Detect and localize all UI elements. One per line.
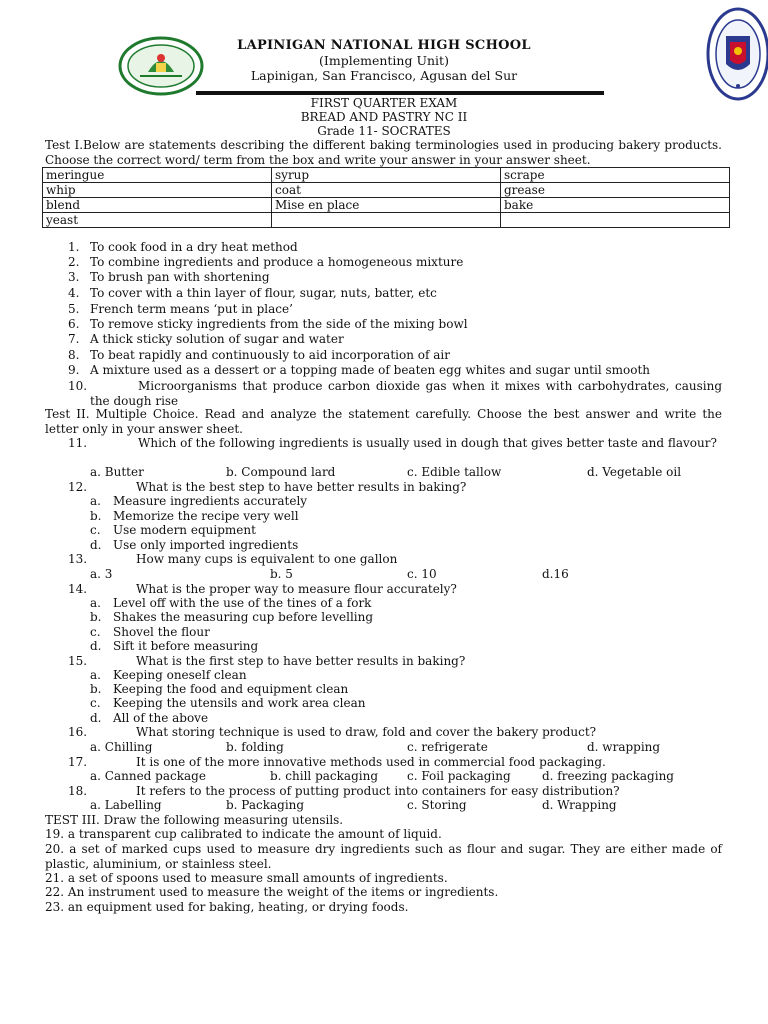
option-letter: a.: [90, 494, 101, 508]
item-text: Microorganisms that produce carbon dioxide gas when it mixes with carbohydrates, causing the dough rise: [90, 379, 722, 408]
test3-item: 23. an equipment used for baking, heating, or drying foods.: [45, 900, 409, 914]
option: a. Labelling: [90, 798, 162, 812]
item-number: 1.: [68, 240, 80, 254]
question-number: 13.: [68, 552, 88, 566]
option-text: All of the above: [113, 711, 209, 725]
item-text: French term means ‘put in place’: [90, 302, 293, 316]
question-text: Which of the following ingredients is usually used in dough that gives better taste and flavour?: [138, 436, 717, 450]
option-letter: d.: [90, 711, 102, 725]
option: d. freezing packaging: [542, 769, 674, 783]
option: b. Compound lard: [226, 465, 336, 479]
term-cell: blend: [43, 198, 272, 213]
option-letter: c.: [90, 696, 101, 710]
implementing-unit: (Implementing Unit): [319, 53, 449, 68]
term-cell: [272, 213, 501, 228]
item-text: To beat rapidly and continuously to aid incorporation of air: [90, 348, 450, 362]
question-number: 16.: [68, 725, 88, 739]
option-letter: b.: [90, 509, 102, 523]
test3-item: 21. a set of spoons used to measure small amounts of ingredients.: [45, 871, 448, 885]
item-number: 3.: [68, 270, 80, 284]
option: a. Butter: [90, 465, 144, 479]
terms-row: [43, 213, 730, 228]
question-number: 14.: [68, 582, 88, 596]
question-number: 11.: [68, 436, 88, 450]
question-text: What is the proper way to measure flour accurately?: [136, 582, 457, 596]
test3-item: 22. An instrument used to measure the weight of the items or ingredients.: [45, 885, 499, 899]
option-text: Use only imported ingredients: [113, 538, 299, 552]
question-number: 17.: [68, 755, 88, 769]
option-text: Memorize the recipe very well: [113, 509, 299, 523]
option: b. 5: [270, 567, 293, 581]
option-text: Keeping oneself clean: [113, 668, 247, 682]
question-text: How many cups is equivalent to one gallon: [136, 552, 398, 566]
exam-subject: BREAD AND PASTRY NC II: [300, 110, 468, 124]
term-cell: whip: [43, 183, 272, 198]
term-cell: coat: [272, 183, 501, 198]
item-number: 7.: [68, 332, 80, 346]
option-letter: a.: [90, 668, 101, 682]
option-text: Measure ingredients accurately: [113, 494, 308, 508]
option: a. 3: [90, 567, 113, 581]
option-letter: b.: [90, 682, 102, 696]
test1-instructions: Test I.Below are statements describing the different baking terminologies used in producing bakery products. Choose the correct word/ term from the box and write your answer in your answer sheet.: [45, 138, 722, 167]
item-text: To combine ingredients and produce a homogeneous mixture: [90, 255, 464, 269]
question-number: 18.: [68, 784, 88, 798]
option: c. Edible tallow: [407, 465, 502, 479]
term-cell: yeast: [43, 213, 272, 228]
test3-instructions: TEST III. Draw the following measuring utensils.: [45, 813, 344, 827]
option-letter: c.: [90, 523, 101, 537]
terms-row: [43, 183, 730, 198]
item-number: 4.: [68, 286, 80, 300]
option: d. wrapping: [587, 740, 661, 754]
option-letter: a.: [90, 596, 101, 610]
item-number: 8.: [68, 348, 80, 362]
option: c. refrigerate: [407, 740, 488, 754]
question-text: It is one of the more innovative methods used in commercial food packaging.: [136, 755, 606, 769]
question-text: What is the best step to have better results in baking?: [136, 480, 467, 494]
option-text: Keeping the utensils and work area clean: [113, 696, 366, 710]
term-cell: Mise en place: [272, 198, 501, 213]
term-cell: bake: [501, 198, 730, 213]
school-address: Lapinigan, San Francisco, Agusan del Sur: [250, 68, 518, 83]
option-text: Keeping the food and equipment clean: [113, 682, 349, 696]
term-cell: syrup: [272, 168, 501, 183]
item-number: 6.: [68, 317, 80, 331]
terms-row: [43, 168, 730, 183]
option: d.16: [542, 567, 569, 581]
option: a. Chilling: [90, 740, 153, 754]
test3-item: 19. a transparent cup calibrated to indicate the amount of liquid.: [45, 827, 442, 841]
item-text: A thick sticky solution of sugar and water: [90, 332, 344, 346]
item-number: 9.: [68, 363, 80, 377]
item-text: A mixture used as a dessert or a topping made of beaten egg whites and sugar until smooth: [90, 363, 651, 377]
option: b. Packaging: [226, 798, 305, 812]
option: c. Foil packaging: [407, 769, 511, 783]
exam-title: FIRST QUARTER EXAM: [310, 96, 458, 110]
option-letter: b.: [90, 610, 102, 624]
option: b. folding: [226, 740, 284, 754]
test3-item: 20. a set of marked cups used to measure dry ingredients such as flour and sugar. They are either made of plastic, aluminium, or stainless steel.: [45, 842, 722, 871]
option-text: Sift it before measuring: [113, 639, 259, 653]
question-number: 12.: [68, 480, 88, 494]
option-text: Level off with the use of the tines of a fork: [113, 596, 372, 610]
option-letter: d.: [90, 639, 102, 653]
option-letter: d.: [90, 538, 102, 552]
option: b. chill packaging: [270, 769, 378, 783]
option: c. 10: [407, 567, 437, 581]
term-cell: [501, 213, 730, 228]
question-text: What is the first step to have better results in baking?: [136, 654, 466, 668]
option-text: Use modern equipment: [113, 523, 256, 537]
option-text: Shovel the flour: [113, 625, 210, 639]
item-number: 5.: [68, 302, 80, 316]
test2-instructions: Test II. Multiple Choice. Read and analyze the statement carefully. Choose the best answer and write the letter only in your answer sheet.: [45, 407, 722, 436]
question-number: 15.: [68, 654, 88, 668]
header-divider: [196, 91, 604, 95]
term-cell: grease: [501, 183, 730, 198]
option-letter: c.: [90, 625, 101, 639]
item-text: To remove sticky ingredients from the side of the mixing bowl: [90, 317, 468, 331]
item-text: To cook food in a dry heat method: [90, 240, 298, 254]
option: c. Storing: [407, 798, 467, 812]
option: d. Wrapping: [542, 798, 617, 812]
question-text: It refers to the process of putting product into containers for easy distribution?: [136, 784, 620, 798]
item-text: To brush pan with shortening: [90, 270, 270, 284]
option-text: Shakes the measuring cup before levelling: [113, 610, 374, 624]
item-number: 2.: [68, 255, 80, 269]
item-number: 10.: [68, 379, 88, 393]
option: a. Canned package: [90, 769, 206, 783]
term-cell: meringue: [43, 168, 272, 183]
option: d. Vegetable oil: [587, 465, 682, 479]
school-name: LAPINIGAN NATIONAL HIGH SCHOOL: [237, 38, 531, 53]
item-text: To cover with a thin layer of flour, sugar, nuts, batter, etc: [90, 286, 437, 300]
question-text: What storing technique is used to draw, fold and cover the bakery product?: [136, 725, 597, 739]
term-cell: scrape: [501, 168, 730, 183]
terms-box: [42, 167, 730, 228]
exam-grade: Grade 11- SOCRATES: [317, 124, 451, 138]
terms-row: [43, 198, 730, 213]
